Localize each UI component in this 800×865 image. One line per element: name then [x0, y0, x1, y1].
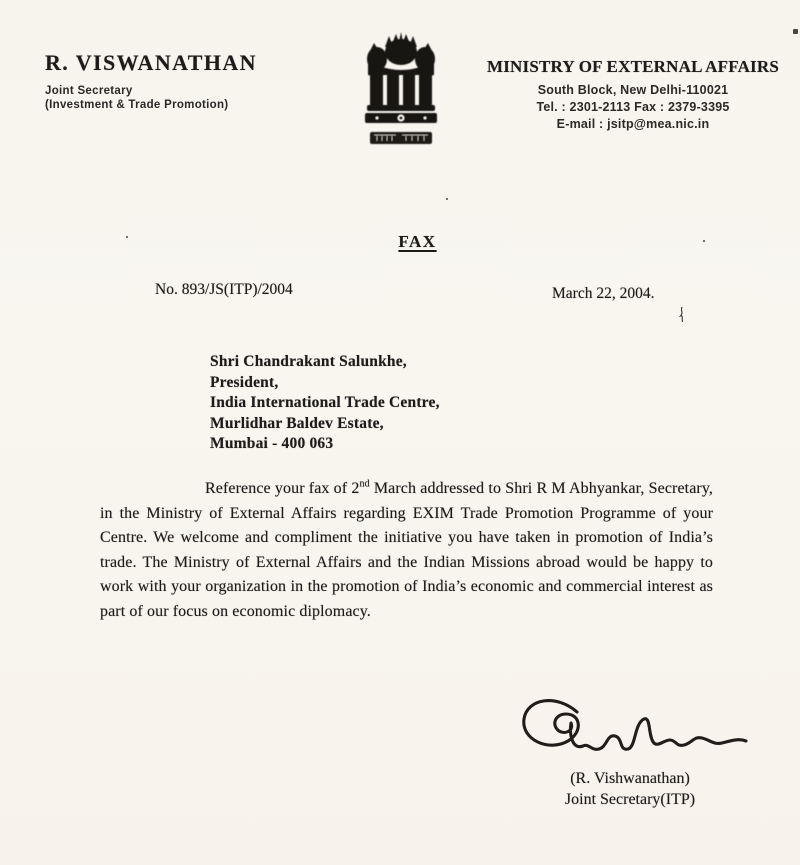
- scan-speck: [793, 29, 798, 34]
- recipient-address-block: [210, 352, 440, 455]
- sender-name: R. VISWANATHAN: [45, 50, 257, 75]
- handwritten-signature: [513, 692, 751, 777]
- emblem-motto: [357, 132, 445, 144]
- letter-date: March 22, 2004.: [552, 285, 655, 302]
- signatory-title: Joint Secretary(ITP): [564, 791, 696, 808]
- state-emblem-of-india-icon: [357, 31, 445, 144]
- recipient-line: Mumbai - 400 063: [210, 435, 334, 452]
- stray-pen-mark: [679, 307, 686, 327]
- ministry-name: MINISTRY OF EXTERNAL AFFAIRS: [487, 57, 779, 76]
- recipient-line: President,: [210, 373, 279, 391]
- scan-speck: [446, 198, 448, 200]
- recipient-line: India International Trade Centre,: [210, 394, 440, 411]
- reference-number: No. 893/JS(ITP)/2004: [155, 281, 293, 298]
- scan-speck: [126, 236, 128, 238]
- ministry-email: E-mail : jsitp@mea.nic.in: [556, 117, 710, 131]
- ministry-block: [478, 57, 788, 131]
- letter-body: [100, 477, 713, 624]
- recipient-line: Murlidhar Baldev Estate,: [210, 414, 384, 432]
- scan-speck: [703, 240, 705, 242]
- recipient-line: Shri Chandrakant Salunkhe,: [210, 353, 407, 370]
- body-intro: Reference your fax of 2: [205, 480, 360, 497]
- sender-block: [45, 50, 257, 111]
- ministry-phone-fax: Tel. : 2301-2113 Fax : 2379-3395: [536, 100, 730, 114]
- body-rest: March addressed to Shri R M Abhyankar, Secretary, in the Ministry of External Affairs regarding EXIM Trade Promotion Programme of your Centre. We welcome and compliment the initiative you have taken in promotion of India’s trade. The Ministry of External Affairs and the Indian Missions abroad would be happy to work with your organization in the promotion of India’s economic and commercial interest as part of our focus on economic diplomacy.: [100, 480, 713, 620]
- ordinal-superscript: nd: [359, 478, 370, 490]
- sender-department: (Investment & Trade Promotion): [45, 99, 229, 111]
- document-type-heading: FAX: [398, 232, 437, 251]
- signatory-name: (R. Vishwanathan): [570, 770, 690, 787]
- ministry-address: South Block, New Delhi-110021: [537, 83, 729, 97]
- sender-title: Joint Secretary: [45, 85, 133, 97]
